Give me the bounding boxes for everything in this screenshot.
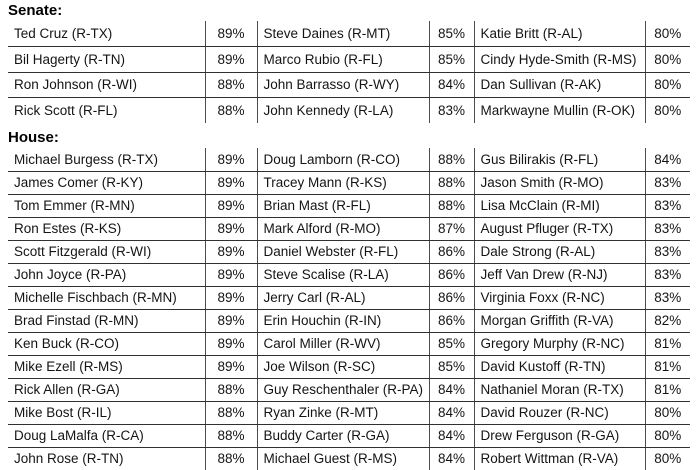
member-score-cell: 85%	[429, 21, 474, 47]
table-row	[8, 309, 690, 332]
table-row	[8, 424, 690, 447]
member-name-cell: Bil Hagerty (R-TN)	[8, 47, 205, 73]
table-row	[8, 171, 690, 194]
member-name-cell: Mike Ezell (R-MS)	[8, 355, 205, 378]
member-score-cell: 88%	[205, 447, 257, 470]
member-score-cell: 80%	[645, 47, 690, 73]
member-score-cell: 88%	[205, 378, 257, 401]
member-name-cell: David Rouzer (R-NC)	[474, 401, 645, 424]
member-score-cell: 81%	[645, 355, 690, 378]
house-section-title: House:	[8, 129, 59, 146]
member-score-cell: 88%	[429, 171, 474, 194]
member-name-cell: Carol Miller (R-WV)	[257, 332, 429, 355]
member-score-cell: 89%	[205, 355, 257, 378]
member-score-cell: 83%	[645, 217, 690, 240]
member-name-cell: Mike Bost (R-IL)	[8, 401, 205, 424]
table-row	[8, 72, 690, 98]
member-name-cell: Ken Buck (R-CO)	[8, 332, 205, 355]
member-name-cell: Nathaniel Moran (R-TX)	[474, 378, 645, 401]
member-score-cell: 89%	[205, 332, 257, 355]
member-score-cell: 82%	[645, 309, 690, 332]
member-score-cell: 83%	[429, 98, 474, 124]
member-name-cell: Guy Reschenthaler (R-PA)	[257, 378, 429, 401]
member-name-cell: Daniel Webster (R-FL)	[257, 240, 429, 263]
member-name-cell: Steve Daines (R-MT)	[257, 21, 429, 47]
member-name-cell: Michelle Fischbach (R-MN)	[8, 286, 205, 309]
member-name-cell: Ted Cruz (R-TX)	[8, 21, 205, 47]
member-name-cell: Scott Fitzgerald (R-WI)	[8, 240, 205, 263]
member-score-cell: 80%	[645, 98, 690, 124]
member-name-cell: Rick Scott (R-FL)	[14, 103, 118, 118]
member-name-cell: Jason Smith (R-MO)	[474, 171, 645, 194]
table-row	[8, 378, 690, 401]
member-score-cell: 80%	[645, 72, 690, 98]
member-score-cell: 86%	[429, 286, 474, 309]
member-name-cell: Michael Burgess (R-TX)	[8, 148, 205, 171]
member-name-cell: Katie Britt (R-AL)	[474, 21, 645, 47]
member-score-cell: 81%	[645, 378, 690, 401]
member-score-cell: 84%	[429, 401, 474, 424]
table-row	[8, 332, 690, 355]
member-score-cell: 83%	[645, 240, 690, 263]
table-row	[8, 217, 690, 240]
member-name-cell: Dan Sullivan (R-AK)	[474, 72, 645, 98]
member-name-cell: John Rose (R-TN)	[14, 451, 124, 467]
member-score-cell: 89%	[205, 309, 257, 332]
member-name-cell: Steve Scalise (R-LA)	[257, 263, 429, 286]
member-score-cell: 86%	[429, 263, 474, 286]
member-name-cell: Tom Emmer (R-MN)	[8, 194, 205, 217]
member-score-cell: 84%	[645, 148, 690, 171]
member-name-cell: David Kustoff (R-TN)	[474, 355, 645, 378]
table-row	[8, 98, 690, 124]
member-score-cell: 89%	[205, 240, 257, 263]
member-name-cell: Mark Alford (R-MO)	[257, 217, 429, 240]
member-score-cell: 89%	[205, 171, 257, 194]
table-row	[8, 355, 690, 378]
member-score-cell: 88%	[205, 72, 257, 98]
member-score-cell: 85%	[429, 332, 474, 355]
table-row	[8, 286, 690, 309]
member-name-cell: Doug LaMalfa (R-CA)	[8, 424, 205, 447]
member-name-cell: August Pfluger (R-TX)	[474, 217, 645, 240]
table-row	[8, 21, 690, 47]
member-score-cell: 85%	[429, 355, 474, 378]
table-row	[8, 263, 690, 286]
member-name-cell: Doug Lamborn (R-CO)	[257, 148, 429, 171]
member-name-cell: Gus Bilirakis (R-FL)	[474, 148, 645, 171]
member-score-cell: 84%	[429, 447, 474, 470]
member-name-cell: John Barrasso (R-WY)	[257, 72, 429, 98]
member-name-cell: Michael Guest (R-MS)	[263, 451, 398, 467]
member-score-cell: 80%	[645, 424, 690, 447]
member-name-cell: Rick Allen (R-GA)	[8, 378, 205, 401]
member-score-cell: 83%	[645, 171, 690, 194]
table-row	[8, 401, 690, 424]
member-name-cell: Robert Wittman (R-VA)	[480, 451, 619, 467]
member-name-cell: Cindy Hyde-Smith (R-MS)	[474, 47, 645, 73]
member-score-cell: 89%	[205, 47, 257, 73]
table-row	[8, 148, 690, 171]
member-name-cell: Jeff Van Drew (R-NJ)	[474, 263, 645, 286]
senate-table	[8, 21, 690, 123]
member-name-cell: Morgan Griffith (R-VA)	[474, 309, 645, 332]
member-score-cell: 83%	[645, 286, 690, 309]
member-score-cell: 80%	[645, 447, 690, 470]
member-name-cell: Lisa McClain (R-MI)	[474, 194, 645, 217]
member-name-cell: Ryan Zinke (R-MT)	[257, 401, 429, 424]
senate-section-title: Senate:	[8, 2, 63, 19]
house-table	[8, 148, 690, 470]
member-score-cell: 86%	[429, 309, 474, 332]
member-name-cell: Joe Wilson (R-SC)	[257, 355, 429, 378]
member-score-cell: 84%	[429, 378, 474, 401]
member-score-cell: 81%	[645, 332, 690, 355]
member-score-cell: 87%	[429, 217, 474, 240]
member-score-cell: 89%	[205, 21, 257, 47]
member-name-cell: Tracey Mann (R-KS)	[257, 171, 429, 194]
member-name-cell: Brad Finstad (R-MN)	[8, 309, 205, 332]
member-score-cell: 88%	[205, 98, 257, 124]
member-score-cell: 89%	[205, 286, 257, 309]
member-name-cell: Markwayne Mullin (R-OK)	[480, 103, 636, 118]
member-score-cell: 86%	[429, 240, 474, 263]
member-score-cell: 83%	[645, 263, 690, 286]
member-score-cell: 80%	[645, 401, 690, 424]
member-score-cell: 89%	[205, 217, 257, 240]
member-name-cell: Buddy Carter (R-GA)	[257, 424, 429, 447]
member-score-cell: 85%	[429, 47, 474, 73]
table-row	[8, 447, 690, 470]
member-name-cell: Ron Johnson (R-WI)	[8, 72, 205, 98]
member-score-cell: 88%	[429, 148, 474, 171]
member-score-cell: 80%	[645, 21, 690, 47]
table-row	[8, 240, 690, 263]
member-name-cell: Drew Ferguson (R-GA)	[474, 424, 645, 447]
member-score-cell: 88%	[205, 401, 257, 424]
member-name-cell: John Joyce (R-PA)	[8, 263, 205, 286]
member-name-cell: Erin Houchin (R-IN)	[257, 309, 429, 332]
member-score-cell: 89%	[205, 194, 257, 217]
member-name-cell: James Comer (R-KY)	[8, 171, 205, 194]
member-name-cell: Dale Strong (R-AL)	[474, 240, 645, 263]
member-score-cell: 88%	[205, 424, 257, 447]
member-name-cell: Marco Rubio (R-FL)	[257, 47, 429, 73]
member-name-cell: John Kennedy (R-LA)	[263, 103, 394, 118]
member-score-cell: 89%	[205, 148, 257, 171]
member-score-cell: 89%	[205, 263, 257, 286]
table-row	[8, 194, 690, 217]
member-score-cell: 84%	[429, 72, 474, 98]
member-name-cell: Brian Mast (R-FL)	[257, 194, 429, 217]
member-score-cell: 88%	[429, 194, 474, 217]
member-name-cell: Virginia Foxx (R-NC)	[474, 286, 645, 309]
member-name-cell: Jerry Carl (R-AL)	[257, 286, 429, 309]
member-score-cell: 84%	[429, 424, 474, 447]
member-name-cell: Ron Estes (R-KS)	[8, 217, 205, 240]
member-score-cell: 83%	[645, 194, 690, 217]
member-name-cell: Gregory Murphy (R-NC)	[474, 332, 645, 355]
table-row	[8, 47, 690, 73]
